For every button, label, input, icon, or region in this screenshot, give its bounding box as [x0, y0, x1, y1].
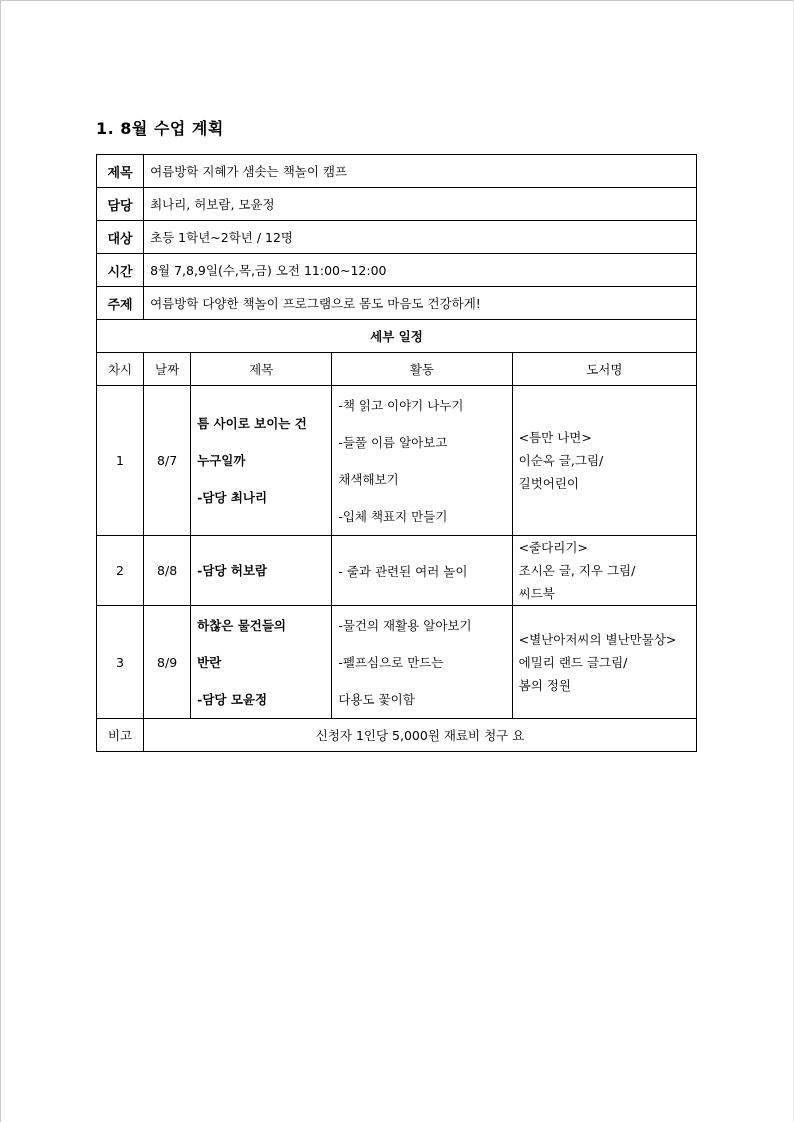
session-title-line: 누구일까 — [197, 453, 246, 468]
info-row-staff — [97, 188, 697, 221]
session-title-line: 반란 — [197, 654, 222, 670]
session-title — [191, 536, 332, 606]
info-row-theme — [97, 287, 697, 320]
session-title-line: -담당 모윤정 — [197, 691, 268, 707]
book-line: 씨드북 — [518, 586, 555, 601]
activity-line: -책 읽고 이야기 나누기 — [338, 397, 464, 413]
session-book — [512, 606, 696, 719]
book-line: 조시온 글, 지우 그림/ — [518, 563, 636, 578]
activity-line: - 줄과 관련된 여러 놀이 — [338, 563, 468, 579]
session-number: 1 — [97, 386, 144, 536]
session-book — [512, 386, 696, 536]
time-value: 8월 7,8,9일(수,목,금) 오전 11:00~12:00 — [144, 254, 697, 287]
info-row-target — [97, 221, 697, 254]
header-activity: 활동 — [332, 353, 512, 386]
session-date: 8/7 — [144, 386, 191, 536]
header-date: 날짜 — [144, 353, 191, 386]
session-number: 3 — [97, 606, 144, 719]
book-line: 에밀리 랜드 글그림/ — [518, 654, 628, 670]
book-line: 길벗어린이 — [518, 476, 580, 491]
info-row-time — [97, 254, 697, 287]
session-title — [191, 606, 332, 719]
session-activity — [332, 536, 512, 606]
staff-value: 최나리, 허보람, 모윤정 — [144, 188, 697, 221]
schedule-row-2 — [97, 536, 697, 606]
session-title-line: -담당 허보람 — [197, 563, 268, 578]
schedule-section-row — [97, 320, 697, 353]
activity-line: -펠프심으로 만드는 — [338, 654, 444, 670]
session-activity — [332, 606, 512, 719]
header-book: 도서명 — [512, 353, 696, 386]
note-row — [97, 719, 697, 752]
activity-line: 채색해보기 — [338, 471, 399, 487]
book-line: 이순옥 글,그림/ — [518, 453, 604, 468]
book-line: <별난아저씨의 별난만물상> — [518, 631, 677, 647]
title-label: 제목 — [97, 155, 144, 188]
session-date: 8/9 — [144, 606, 191, 719]
session-title-line: -담당 최나리 — [197, 490, 268, 505]
note-label: 비고 — [97, 719, 144, 752]
target-value: 초등 1학년~2학년 / 12명 — [144, 221, 697, 254]
time-label: 시간 — [97, 254, 144, 287]
page-title: 1. 8월 수업 계획 — [96, 119, 224, 138]
session-activity — [332, 386, 512, 536]
header-title: 제목 — [191, 353, 332, 386]
header-session: 차시 — [97, 353, 144, 386]
schedule-section-title: 세부 일정 — [97, 320, 697, 353]
theme-value: 여름방학 다양한 책놀이 프로그램으로 몸도 마음도 건강하게! — [144, 287, 697, 320]
session-book — [512, 536, 696, 606]
target-label: 대상 — [97, 221, 144, 254]
schedule-header-row — [97, 353, 697, 386]
activity-line: -입체 책표지 만들기 — [338, 508, 448, 524]
book-line: <틈만 나면> — [518, 430, 592, 445]
schedule-row-3 — [97, 606, 697, 719]
book-line: 봄의 정원 — [518, 677, 571, 693]
session-date: 8/8 — [144, 536, 191, 606]
session-title-line: 하찮은 물건들의 — [197, 617, 287, 633]
activity-line: 다용도 꽃이함 — [338, 691, 415, 707]
title-value: 여름방학 지혜가 샘솟는 책놀이 캠프 — [144, 155, 697, 188]
staff-label: 담당 — [97, 188, 144, 221]
session-number: 2 — [97, 536, 144, 606]
activity-line: -물건의 재활용 알아보기 — [338, 617, 472, 633]
book-line: <줄다리기> — [518, 540, 588, 555]
theme-label: 주제 — [97, 287, 144, 320]
session-title — [191, 386, 332, 536]
note-value: 신청자 1인당 5,000원 재료비 청구 요 — [144, 719, 697, 752]
session-title-line: 틈 사이로 보이는 건 — [197, 416, 307, 431]
class-plan-table — [96, 154, 697, 752]
info-row-title — [97, 155, 697, 188]
activity-line: -들풀 이름 알아보고 — [338, 434, 448, 450]
schedule-row-1 — [97, 386, 697, 536]
